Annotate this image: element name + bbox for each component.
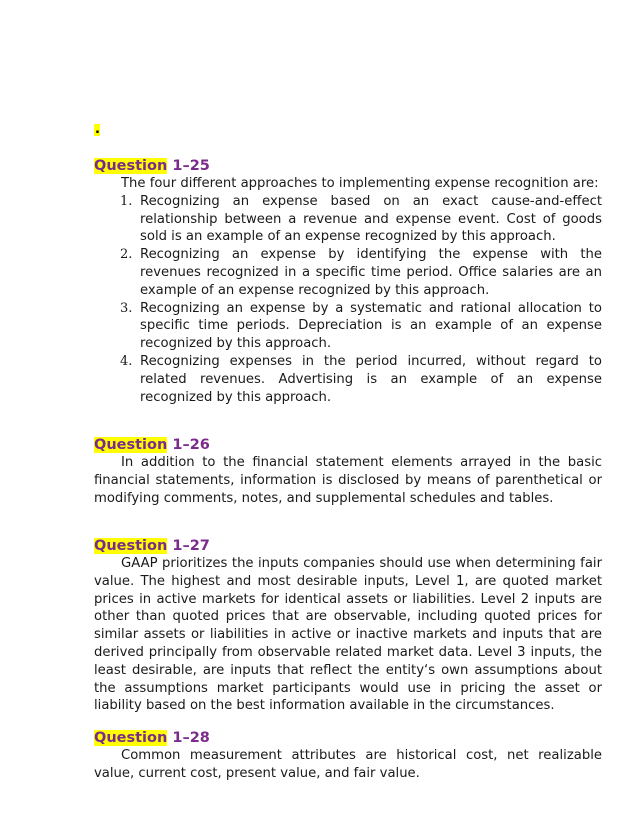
list-item-number: 2. (120, 247, 133, 263)
question-number: 1–26 (172, 437, 210, 453)
list-item-number: 3. (120, 300, 133, 316)
approach-list (94, 193, 602, 407)
question-label: Question (94, 437, 168, 453)
answer-paragraph: GAAP prioritizes the inputs companies should use when determining fair value. The highest and most desirable inputs, Level 1, are quoted market prices in active markets for identical assets or liabilities. Level 2 inputs are other than quoted prices that are observable, including quoted prices for similar assets or liabilities in active or inactive markets and inputs that are derived principally from observable related market data. Level 3 inputs, the least desirable, are inputs that reflect the entity‘s own assumptions about the assumptions market participants would use in pricing the asset or liability based on the best information available in the circumstances. (94, 556, 602, 714)
answer-paragraph: Common measurement attributes are historical cost, net realizable value, current cost, present value, and fair value. (94, 748, 602, 781)
list-item (94, 193, 602, 246)
list-item-number: 1. (120, 193, 133, 209)
answer-paragraph: In addition to the financial statement elements arrayed in the basic financial statements, information is disclosed by means of parenthetical or modifying comments, notes, and supplemental schedules and tables. (94, 455, 602, 506)
question-heading (94, 436, 602, 454)
question-1-26 (94, 436, 602, 507)
question-number: 1–28 (172, 730, 210, 746)
question-label: Question (94, 158, 168, 174)
question-number: 1–25 (172, 158, 210, 174)
list-item-text: Recognizing an expense by identifying the expense with the revenues recognized in a specific time period. Office salaries are an example of an expense recognized by this approach. (140, 247, 602, 298)
question-1-25 (94, 157, 602, 406)
question-heading (94, 537, 602, 555)
question-heading (94, 157, 602, 175)
marker-text: . (95, 122, 100, 137)
question-intro: The four different approaches to implementing expense recognition are: (121, 176, 599, 191)
question-label: Question (94, 538, 168, 554)
list-item (94, 300, 602, 353)
list-item (94, 353, 602, 406)
question-heading (94, 729, 602, 747)
question-1-28 (94, 729, 602, 783)
list-item-text: Recognizing an expense based on an exact cause-and-effect relationship between a revenue and expense event. Cost of goods sold is an example of an expense recognized by this approach. (140, 193, 602, 245)
list-item (94, 246, 602, 299)
list-item-text: Recognizing an expense by a systematic and rational allocation to specific time periods. Depreciation is an example of an expense recognized by this approach. (140, 300, 602, 352)
list-item-number: 4. (120, 353, 133, 369)
question-label: Question (94, 730, 168, 746)
list-item-text: Recognizing expenses in the period incurred, without regard to related revenues. Advertising is an example of an expense recognized by this approach. (140, 353, 602, 405)
highlighted-marker (94, 124, 100, 136)
question-number: 1–27 (172, 538, 210, 554)
question-1-27 (94, 537, 602, 715)
